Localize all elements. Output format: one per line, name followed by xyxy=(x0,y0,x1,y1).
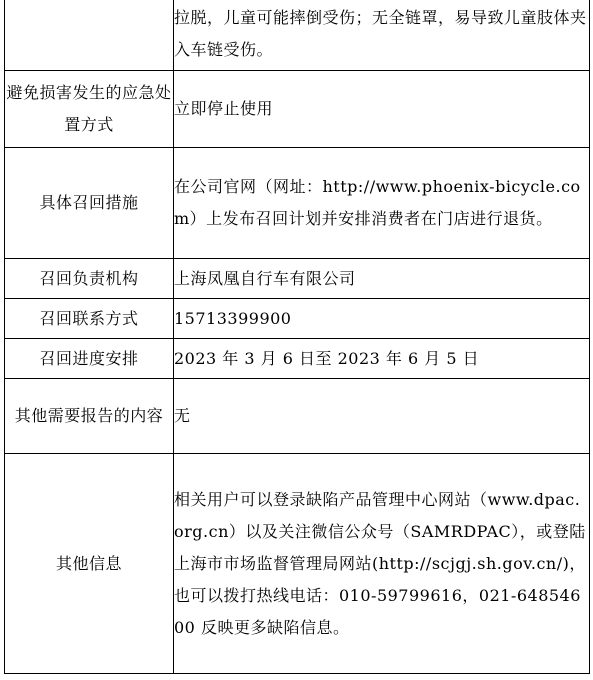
row-label-empty xyxy=(5,0,174,71)
table-row-emergency-measures xyxy=(5,71,590,148)
table-row-other-info xyxy=(5,454,590,674)
row-label-recall-measures: 具体召回措施 xyxy=(5,148,174,259)
recall-info-table xyxy=(4,0,590,674)
row-value-other-report: 无 xyxy=(174,379,590,454)
row-value-hazard-description: 拉脱，儿童可能摔倒受伤；无全链罩，易导致儿童肢体夹入车链受伤。 xyxy=(174,0,590,71)
row-value-responsible-org: 上海凤凰自行车有限公司 xyxy=(174,259,590,299)
table-row-recall-measures xyxy=(5,148,590,259)
table-row-schedule xyxy=(5,339,590,379)
row-value-emergency-measures: 立即停止使用 xyxy=(174,71,590,148)
row-value-recall-measures: 在公司官网（网址：http://www.phoenix-bicycle.com）上发布召回计划并安排消费者在门店进行退货。 xyxy=(174,148,590,259)
row-label-schedule: 召回进度安排 xyxy=(5,339,174,379)
table-row-contact xyxy=(5,299,590,339)
row-label-other-info: 其他信息 xyxy=(5,454,174,674)
row-value-contact: 15713399900 xyxy=(174,299,590,339)
row-value-schedule: 2023 年 3 月 6 日至 2023 年 6 月 5 日 xyxy=(174,339,590,379)
row-label-contact: 召回联系方式 xyxy=(5,299,174,339)
row-value-other-info: 相关用户可以登录缺陷产品管理中心网站（www.dpac.org.cn）以及关注微信公众号（SAMRDPAC），或登陆上海市市场监督管理局网站(http://scjgj.sh.gov.cn/)，也可以拨打热线电话：010-59799616，021-64854600 反映更多缺陷信息。 xyxy=(174,454,590,674)
row-label-other-report: 其他需要报告的内容 xyxy=(5,379,174,454)
table-row-responsible-org xyxy=(5,259,590,299)
table-row-other-report xyxy=(5,379,590,454)
table-row-hazard-continued xyxy=(5,0,590,71)
row-label-responsible-org: 召回负责机构 xyxy=(5,259,174,299)
row-label-emergency-measures: 避免损害发生的应急处置方式 xyxy=(5,71,174,148)
